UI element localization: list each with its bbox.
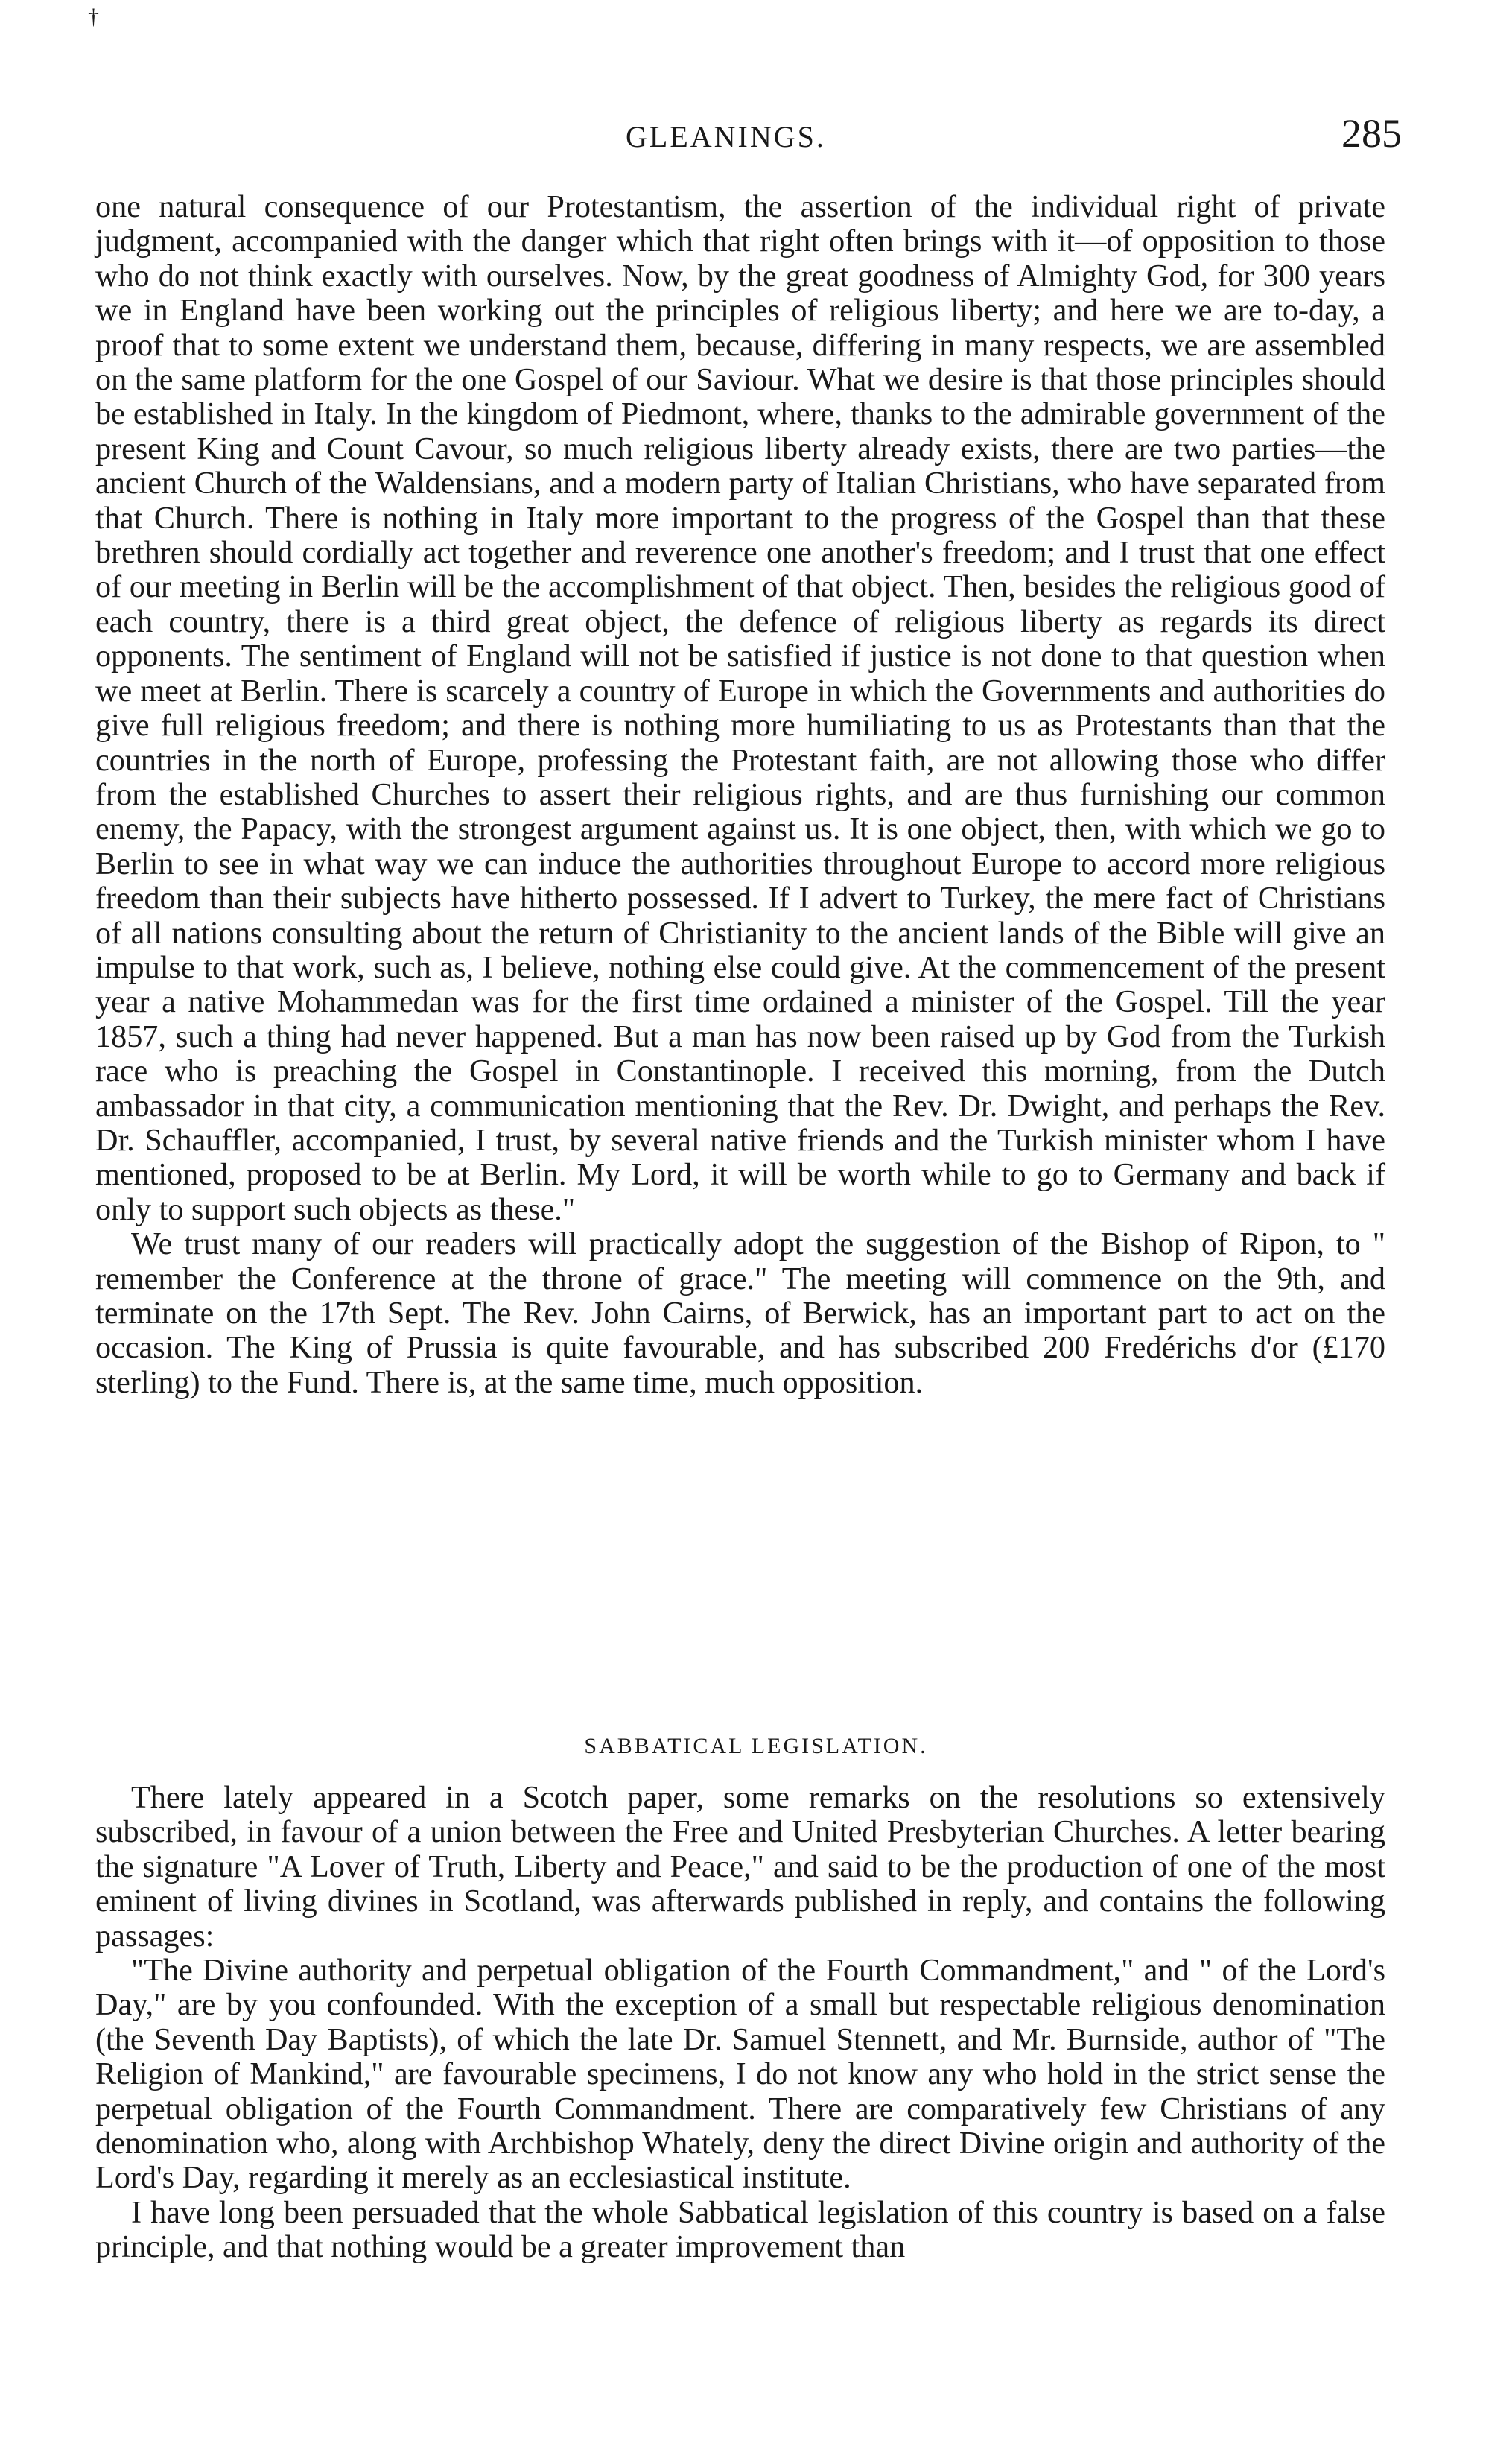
- section-heading: SABBATICAL LEGISLATION.: [584, 1734, 928, 1758]
- article-body-upper: [95, 190, 1385, 1400]
- paragraph: There lately appeared in a Scotch paper, some remarks on the resolutions so extensively subscribed, in favour of a union between the Free and United Presbyterian Churches. A letter bearing the signature "A Lover of Truth, Liberty and Peace," and said to be the production of one of the most eminent of living divines in Scotland, was afterwards published in reply, and contains the following passages:: [95, 1780, 1385, 1954]
- page-number: 285: [1341, 111, 1402, 156]
- paragraph: We trust many of our readers will practically adopt the suggestion of the Bishop of Ripon, to " remember the Conference at the throne of grace." The meeting will commence on the 9th, and terminate on the 17th Sept. The Rev. John Cairns, of Berwick, has an important part to act on the occasion. The King of Prussia is quite favourable, and has subscribed 200 Fredérichs d'or (£170 sterling) to the Fund. There is, at the same time, much opposition.: [95, 1226, 1385, 1400]
- running-title: GLEANINGS.: [626, 120, 826, 153]
- paragraph: I have long been persuaded that the whole Sabbatical legislation of this country is based on a false principle, and that nothing would be a greater improvement than: [95, 2194, 1385, 2265]
- quoted-paragraph: "The Divine authority and perpetual obligation of the Fourth Commandment," and " of the Lord's Day," are by you confounded. With the exception of a small but respectable religious denomination (the Seventh Day Baptists), of which the late Dr. Samuel Stennett, and Mr. Burnside, author of "The Religion of Mankind," are favourable specimens, I do not know any who hold in the strict sense the perpetual obligation of the Fourth Commandment. There are comparatively few Christians of any denomination who, along with Archbishop Whately, deny the direct Divine origin and authority of the Lord's Day, regarding it merely as an ecclesiastical institute.: [95, 1953, 1385, 2196]
- stray-mark: †: [88, 4, 99, 29]
- paragraph: one natural consequence of our Protestantism, the assertion of the individual right of private judgment, accompanied with the danger which that right often brings with it—of opposition to those who do not think exactly with ourselves. Now, by the great goodness of Almighty God, for 300 years we in England have been working out the principles of religious liberty; and here we are to-day, a proof that to some extent we understand them, because, differing in many respects, we are assembled on the same platform for the one Gospel of our Saviour. What we desire is that those principles should be established in Italy. In the kingdom of Piedmont, where, thanks to the admirable government of the present King and Count Cavour, so much religious liberty already exists, there are two parties—the ancient Church of the Waldensians, and a modern party of Italian Christians, who have separated from that Church. There is nothing in Italy more important to the progress of the Gospel than that these brethren should cordially act together and reverence one another's freedom; and I trust that one effect of our meeting in Berlin will be the accomplishment of that object. Then, besides the religious good of each country, there is a third great object, the defence of religious liberty as regards its direct opponents. The sentiment of England will not be satisfied if justice is not done to that question when we meet at Berlin. There is scarcely a country of Europe in which the Governments and authorities do give full religious freedom; and there is nothing more humiliating to us as Protestants than that the countries in the north of Europe, professing the Protestant faith, are not allowing those who differ from the established Churches to assert their religious rights, and are thus furnishing our common enemy, the Papacy, with the strongest argument against us. It is one object, then, with which we go to Berlin to see in what way we can induce the authorities throughout Europe to accord more religious freedom than their subjects have hitherto possessed. If I advert to Turkey, the mere fact of Christians of all nations consulting about the return of Christianity to the ancient lands of the Bible will give an impulse to that work, such as, I believe, nothing else could give. At the commencement of the present year a native Mohammedan was for the first time ordained a minister of the Gospel. Till the year 1857, such a thing had never happened. But a man has now been raised up by God from the Turkish race who is preaching the Gospel in Constantinople. I received this morning, from the Dutch ambassador in that city, a communication mentioning that the Rev. Dr. Dwight, and perhaps the Rev. Dr. Schauffler, accompanied, I trust, by several native friends and the Turkish minister whom I have mentioned, proposed to be at Berlin. My Lord, it will be worth while to go to Germany and back if only to support such objects as these.": [95, 189, 1385, 1227]
- article-body-lower: [95, 1781, 1385, 2265]
